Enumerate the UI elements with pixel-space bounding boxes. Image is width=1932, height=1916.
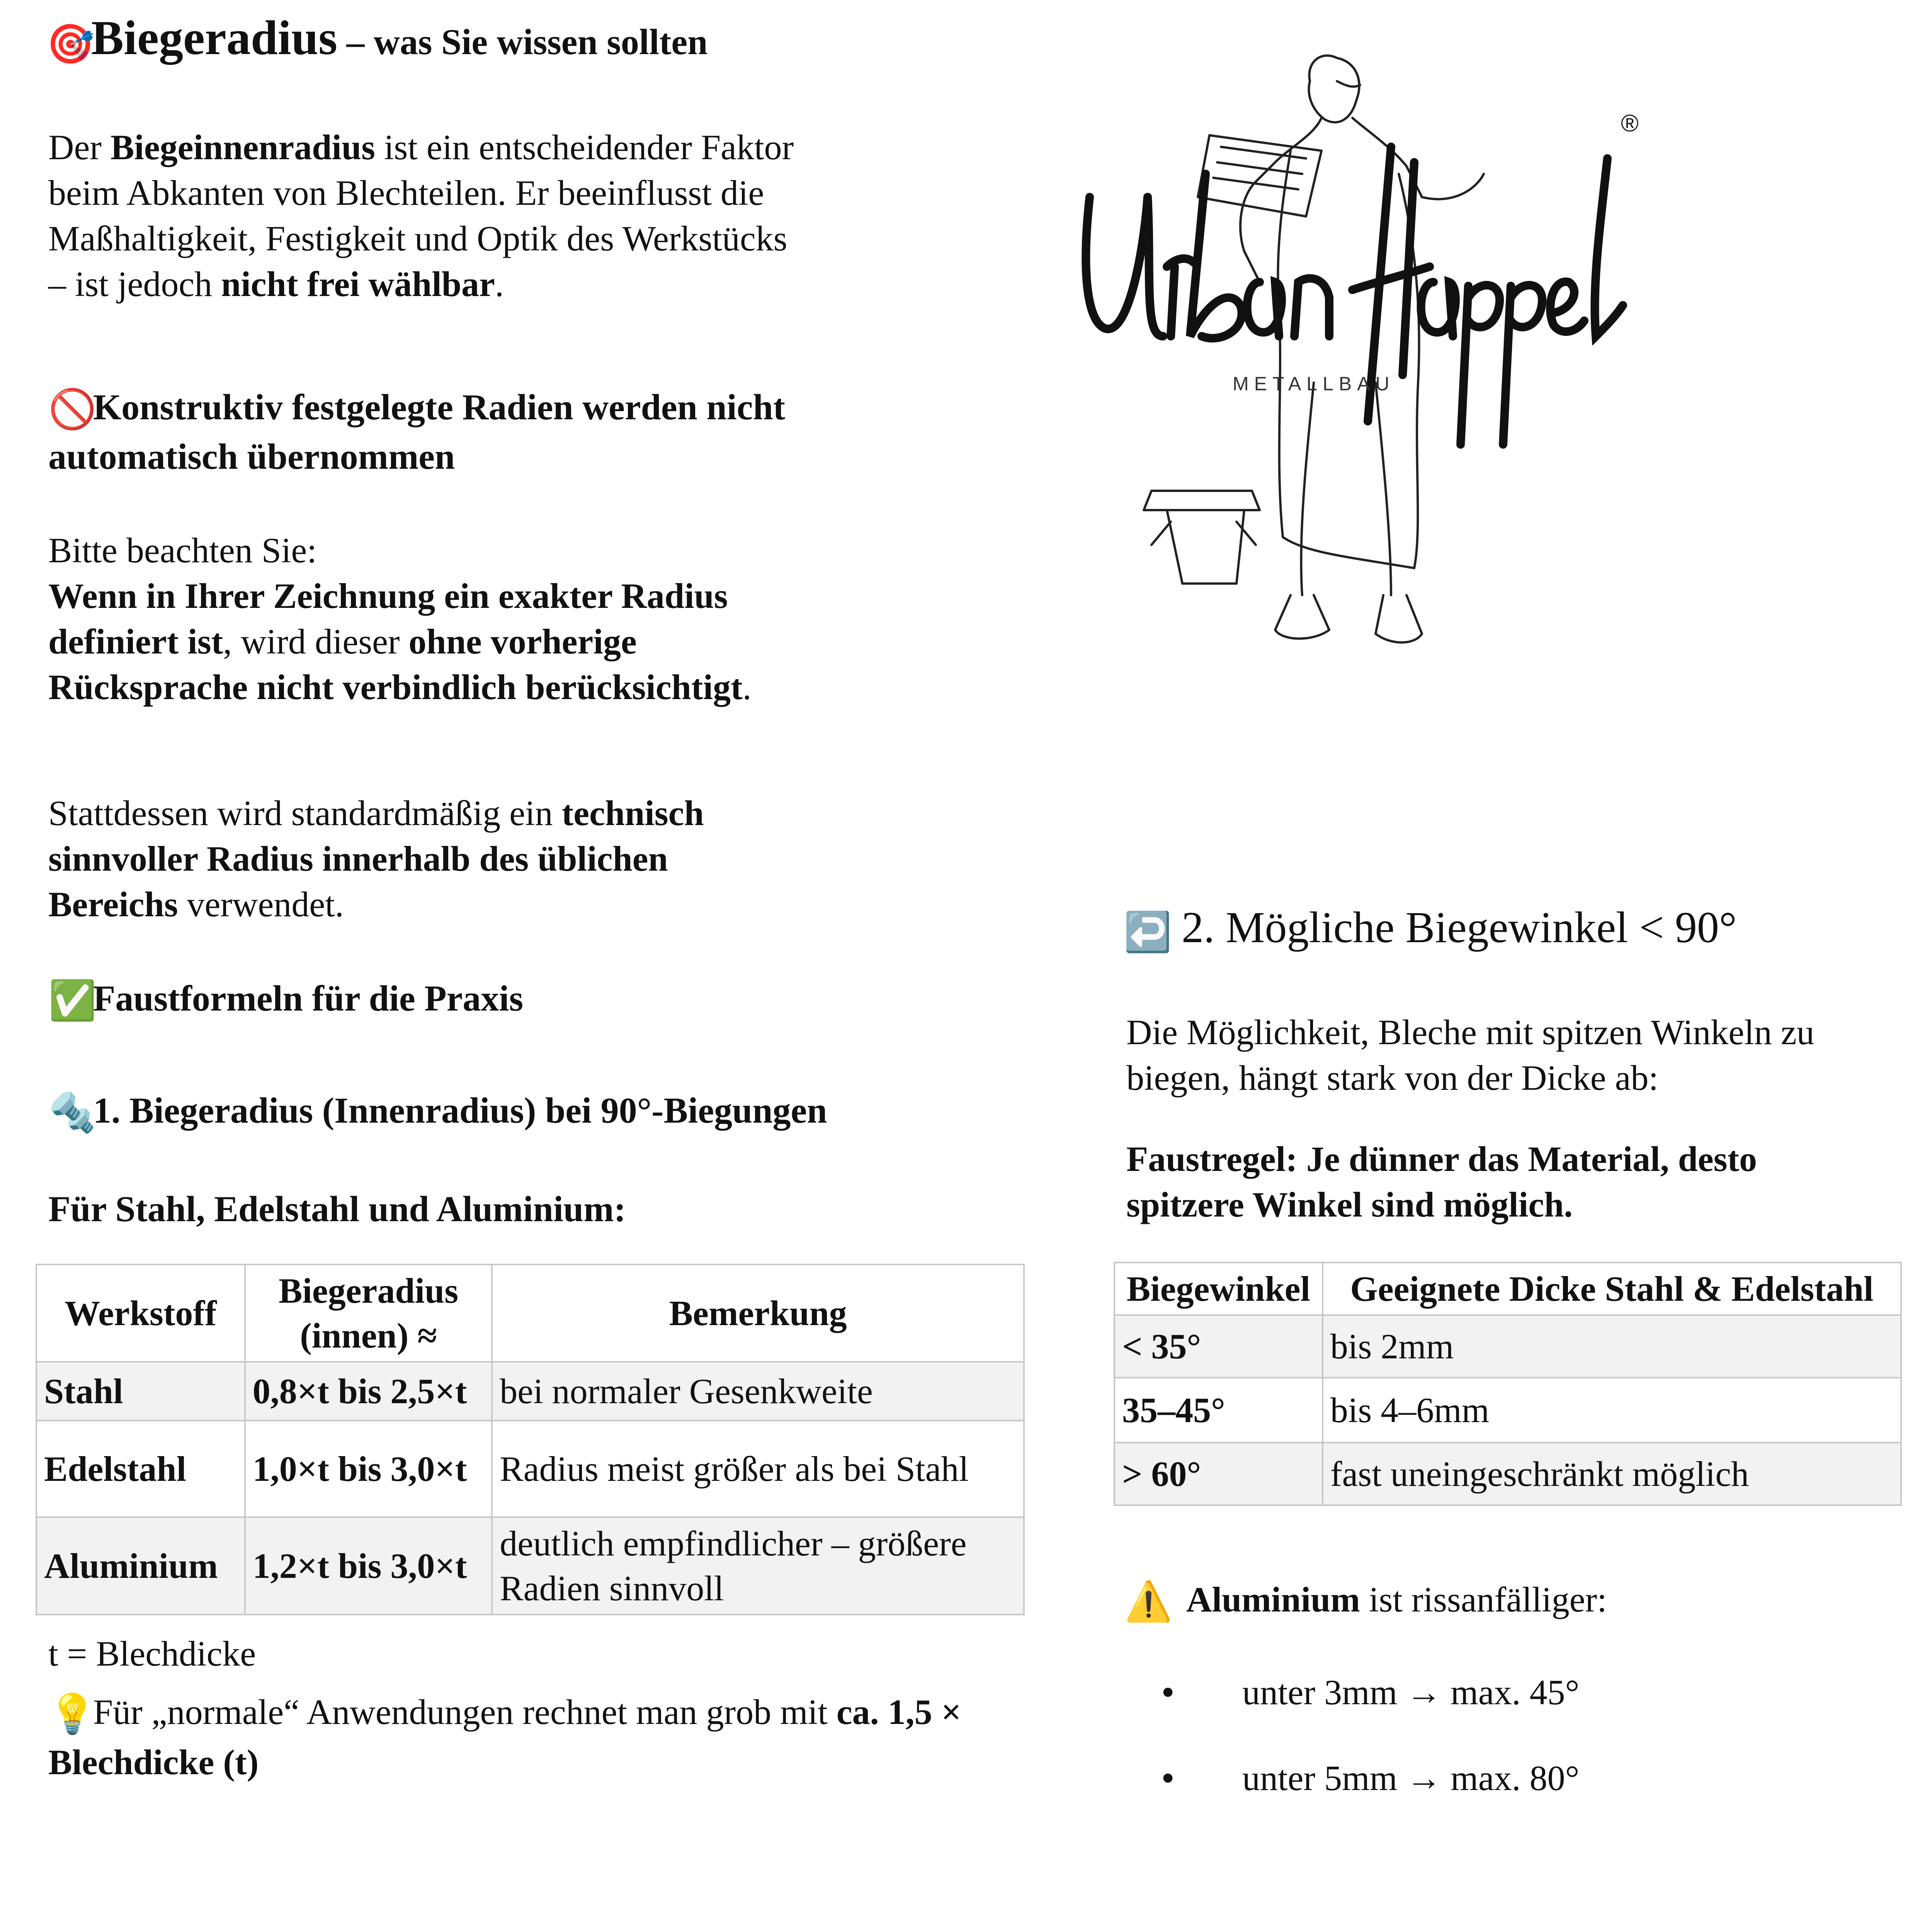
section2-intro-text: Die Möglichkeit, Bleche mit spitzen Winkeln zu biegen, hängt stark von der Dicke ab: — [1126, 1012, 1815, 1098]
table-cell: Stahl — [36, 1362, 245, 1421]
table-cell: bis 2mm — [1323, 1315, 1901, 1378]
table-cell: Radius meist größer als bei Stahl — [492, 1421, 1024, 1517]
warning-icon: ⚠️ — [1124, 1579, 1173, 1624]
table-header: Bemerkung — [492, 1264, 1024, 1362]
intro-text-3: . — [495, 264, 504, 304]
bullet-icon: • — [1161, 1756, 1175, 1799]
thickness-definition-text: t = Blechdicke — [48, 1634, 256, 1673]
intro-paragraph — [48, 124, 802, 307]
list-item-text: unter 3mm → max. 45° — [1242, 1673, 1580, 1712]
note-bold-2: ohne vorherige Rücksprache nicht verbindlich berücksichtigt — [48, 622, 743, 707]
section1-heading — [48, 1086, 1053, 1135]
angle-table — [1114, 1262, 1902, 1506]
table-cell: Edelstahl — [36, 1421, 245, 1517]
bolt-icon: 🔩 — [48, 1090, 97, 1135]
aluminium-bold: Aluminium — [1186, 1580, 1360, 1619]
instead-bold: technisch sinnvoller Radius innerhalb des üblichen Bereichs — [48, 793, 704, 924]
aluminium-text: ist rissanfälliger: — [1360, 1580, 1607, 1619]
table-row — [36, 1517, 1024, 1615]
table-cell: 1,0×t bis 3,0×t — [245, 1421, 492, 1517]
note-bold-1: Wenn in Ihrer Zeichnung ein exakter Radius definiert ist — [48, 576, 728, 661]
table-cell: 35–45° — [1114, 1378, 1323, 1443]
aluminium-note — [1124, 1577, 1897, 1623]
table-header: Werkstoff — [36, 1264, 245, 1362]
blacksmith-illustration — [1074, 35, 1646, 661]
materials-heading-text: Für Stahl, Edelstahl und Aluminium: — [48, 1189, 626, 1229]
rule-of-thumb-text: Faustregel: Je dünner das Material, desto spitzere Winkel sind möglich. — [1126, 1139, 1757, 1224]
table-cell: Aluminium — [36, 1517, 245, 1615]
formulas-heading — [48, 974, 821, 1023]
warning-heading-text: Konstruktiv festgelegte Radien werden nicht automatisch übernommen — [48, 387, 786, 477]
lightbulb-icon: 💡 — [48, 1691, 97, 1736]
note-paragraph — [48, 527, 802, 710]
table-row — [36, 1362, 1024, 1421]
note-text-1: , wird dieser — [223, 622, 409, 661]
table-row — [36, 1421, 1024, 1517]
registered-mark: ® — [1621, 110, 1639, 137]
table-cell: 1,2×t bis 3,0×t — [245, 1517, 492, 1615]
return-arrow-icon: ↩️ — [1124, 909, 1172, 955]
instead-paragraph — [48, 790, 802, 927]
table-row — [1114, 1315, 1901, 1378]
section2-intro — [1126, 1009, 1899, 1101]
note-lead: Bitte beachten Sie: — [48, 531, 317, 570]
check-icon: ✅ — [48, 978, 97, 1023]
table-header-row — [36, 1264, 1024, 1362]
logo-subtitle: METALLBAU — [1233, 373, 1395, 395]
warning-heading — [48, 383, 802, 482]
intro-text-1: Der — [48, 128, 111, 167]
table-row — [1114, 1443, 1901, 1505]
radius-table — [36, 1264, 1025, 1615]
instead-text-1: Stattdessen wird standardmäßig ein — [48, 793, 562, 833]
tip-bold: ca. 1,5 × Blechdicke (t) — [48, 1692, 962, 1782]
note-text-2: . — [742, 667, 752, 707]
main-title — [46, 11, 858, 66]
table-header-row — [1114, 1263, 1901, 1315]
formulas-heading-text: Faustformeln für die Praxis — [93, 978, 524, 1019]
target-icon: 🎯 — [46, 21, 95, 66]
thickness-definition — [48, 1631, 512, 1676]
materials-heading — [48, 1184, 976, 1234]
instead-text-2: verwendet. — [178, 885, 344, 924]
table-cell: fast uneingeschränkt möglich — [1323, 1443, 1901, 1505]
aluminium-list — [1161, 1669, 1932, 1801]
table-row — [1114, 1378, 1901, 1443]
title-rest: – was Sie wissen sollten — [337, 22, 708, 62]
section2-heading-text: 2. Mögliche Biegewinkel < 90° — [1182, 903, 1737, 952]
list-item — [1161, 1755, 1932, 1801]
tip-paragraph — [48, 1687, 1092, 1787]
table-cell: < 35° — [1114, 1315, 1323, 1378]
table-cell: deutlich empfindlicher – größere Radien sinnvoll — [492, 1517, 1024, 1615]
section2-heading — [1124, 900, 1932, 955]
table-header: Biegeradius (innen) ≈ — [245, 1264, 492, 1362]
intro-bold-1: Biegeinnenradius — [110, 128, 375, 167]
intro-text-2: ist ein entscheidender Faktor beim Abkanten von Blechteilen. Er beeinflusst die Maßhaltigkeit, Festigkeit und Optik des Werkstücks – ist jedoch — [48, 128, 794, 304]
intro-bold-2: nicht frei wählbar — [221, 264, 495, 304]
table-cell: 0,8×t bis 2,5×t — [245, 1362, 492, 1421]
table-header: Geeignete Dicke Stahl & Edelstahl — [1323, 1263, 1901, 1315]
prohibited-icon: 🚫 — [48, 386, 97, 432]
table-cell: bis 4–6mm — [1323, 1378, 1901, 1443]
tip-text: Für „normale“ Anwendungen rechnet man grob mit — [93, 1692, 837, 1732]
title-strong: Biegeradius — [91, 11, 338, 65]
bullet-icon: • — [1161, 1671, 1175, 1714]
urban-happel-logo — [1074, 35, 1646, 661]
rule-of-thumb — [1126, 1136, 1861, 1227]
table-header: Biegewinkel — [1114, 1263, 1323, 1315]
table-cell: > 60° — [1114, 1443, 1323, 1505]
table-cell: bei normaler Gesenkweite — [492, 1362, 1024, 1421]
list-item — [1161, 1669, 1932, 1715]
section1-heading-text: 1. Biegeradius (Innenradius) bei 90°-Biegungen — [93, 1091, 827, 1131]
list-item-text: unter 5mm → max. 80° — [1242, 1758, 1580, 1798]
